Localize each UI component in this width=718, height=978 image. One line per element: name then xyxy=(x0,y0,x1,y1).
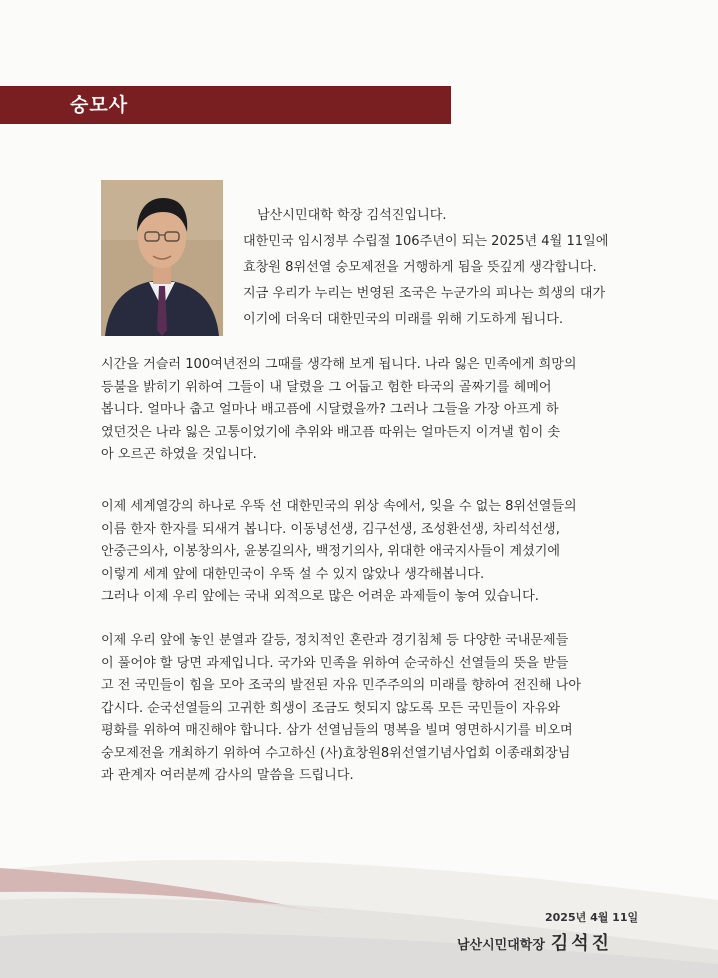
portrait-photo xyxy=(101,180,223,336)
text-line: 이제 우리 앞에 놓인 분열과 갈등, 정치적인 혼란과 경기침체 등 다양한 국내문제들 xyxy=(101,633,569,648)
text-line: 갑시다. 순국선열들의 고귀한 희생이 조금도 헛되지 않도록 모든 국민들이 자유와 xyxy=(101,700,561,716)
text-line: 시간을 거슬러 100여년전의 그때를 생각해 보게 됩니다. 나라 잃은 민족에게 희망의 xyxy=(101,357,577,372)
text-line: 숭모제전을 개최하기 위하여 수고하신 (사)효창원8위선열기념사업회 이종래회장님 xyxy=(101,745,571,761)
intro-text xyxy=(243,203,703,333)
paragraph-2 xyxy=(101,496,701,609)
text-line: 이름 한자 한자를 되새겨 봅니다. 이동녕선생, 김구선생, 조성환선생, 차리석선생, xyxy=(101,521,560,537)
page-title: 숭모사 xyxy=(70,94,129,116)
title-band xyxy=(0,86,451,124)
intro-line: 대한민국 임시정부 수립절 106주년이 되는 2025년 4월 11일에 xyxy=(243,234,609,249)
intro-line: 남산시민대학 학장 김석진입니다. xyxy=(257,208,447,223)
text-line: 과 관계자 여러분께 감사의 말씀을 드립니다. xyxy=(101,768,354,783)
text-line: 그러나 이제 우리 앞에는 국내 외적으로 많은 어려운 과제들이 놓여 있습니다. xyxy=(101,589,539,604)
text-line: 고 전 국민들이 힘을 모아 조국의 발전된 자유 민주주의의 미래를 향하여 전진해 나아 xyxy=(101,678,581,693)
text-line: 이제 세계열강의 하나로 우뚝 선 대한민국의 위상 속에서, 잊을 수 없는 8위선열들의 xyxy=(101,499,577,514)
signature-role: 남산시민대학장 xyxy=(457,938,545,953)
text-line: 평화를 위하여 매진해야 합니다. 삼가 선열님들의 명복을 빌며 영면하시기를 비오며 xyxy=(101,723,573,738)
text-line: 봅니다. 얼마나 춥고 얼마나 배고픔에 시달렸을까? 그러나 그들을 가장 아프게 하 xyxy=(101,402,559,417)
text-line: 였던것은 나라 잃은 고통이었기에 추위와 배고픔 따위는 얼마든지 이겨낼 힘이 솟 xyxy=(101,424,561,440)
text-line: 등불을 밝히기 위하여 그들이 내 달렸을 그 어둡고 험한 타국의 골짜기를 헤메어 xyxy=(101,379,552,395)
text-line: 이 풀어야 할 당면 과제입니다. 국가와 민족을 위하여 순국하신 선열들의 뜻을 받들 xyxy=(101,655,569,671)
signature xyxy=(457,929,612,955)
paragraph-3 xyxy=(101,630,701,788)
signature-name: 김석진 xyxy=(550,933,613,954)
intro-line: 지금 우리가 누리는 번영된 조국은 누군가의 피나는 희생의 대가 xyxy=(243,286,606,301)
text-line: 아 오르곤 하였을 것입니다. xyxy=(101,447,257,462)
text-line: 이렇게 세계 앞에 대한민국이 우뚝 설 수 있지 않았나 생각해봅니다. xyxy=(101,566,485,582)
signature-date: 2025년 4월 11일 xyxy=(545,911,639,924)
intro-line: 이기에 더욱더 대한민국의 미래를 위해 기도하게 됩니다. xyxy=(243,312,564,327)
paragraph-1 xyxy=(101,354,701,467)
intro-line: 효창원 8위선열 숭모제전을 거행하게 됨을 뜻깊게 생각합니다. xyxy=(243,260,597,275)
text-line: 안중근의사, 이봉창의사, 윤봉길의사, 백정기의사, 위대한 애국지사들이 계셨기에 xyxy=(101,544,561,559)
